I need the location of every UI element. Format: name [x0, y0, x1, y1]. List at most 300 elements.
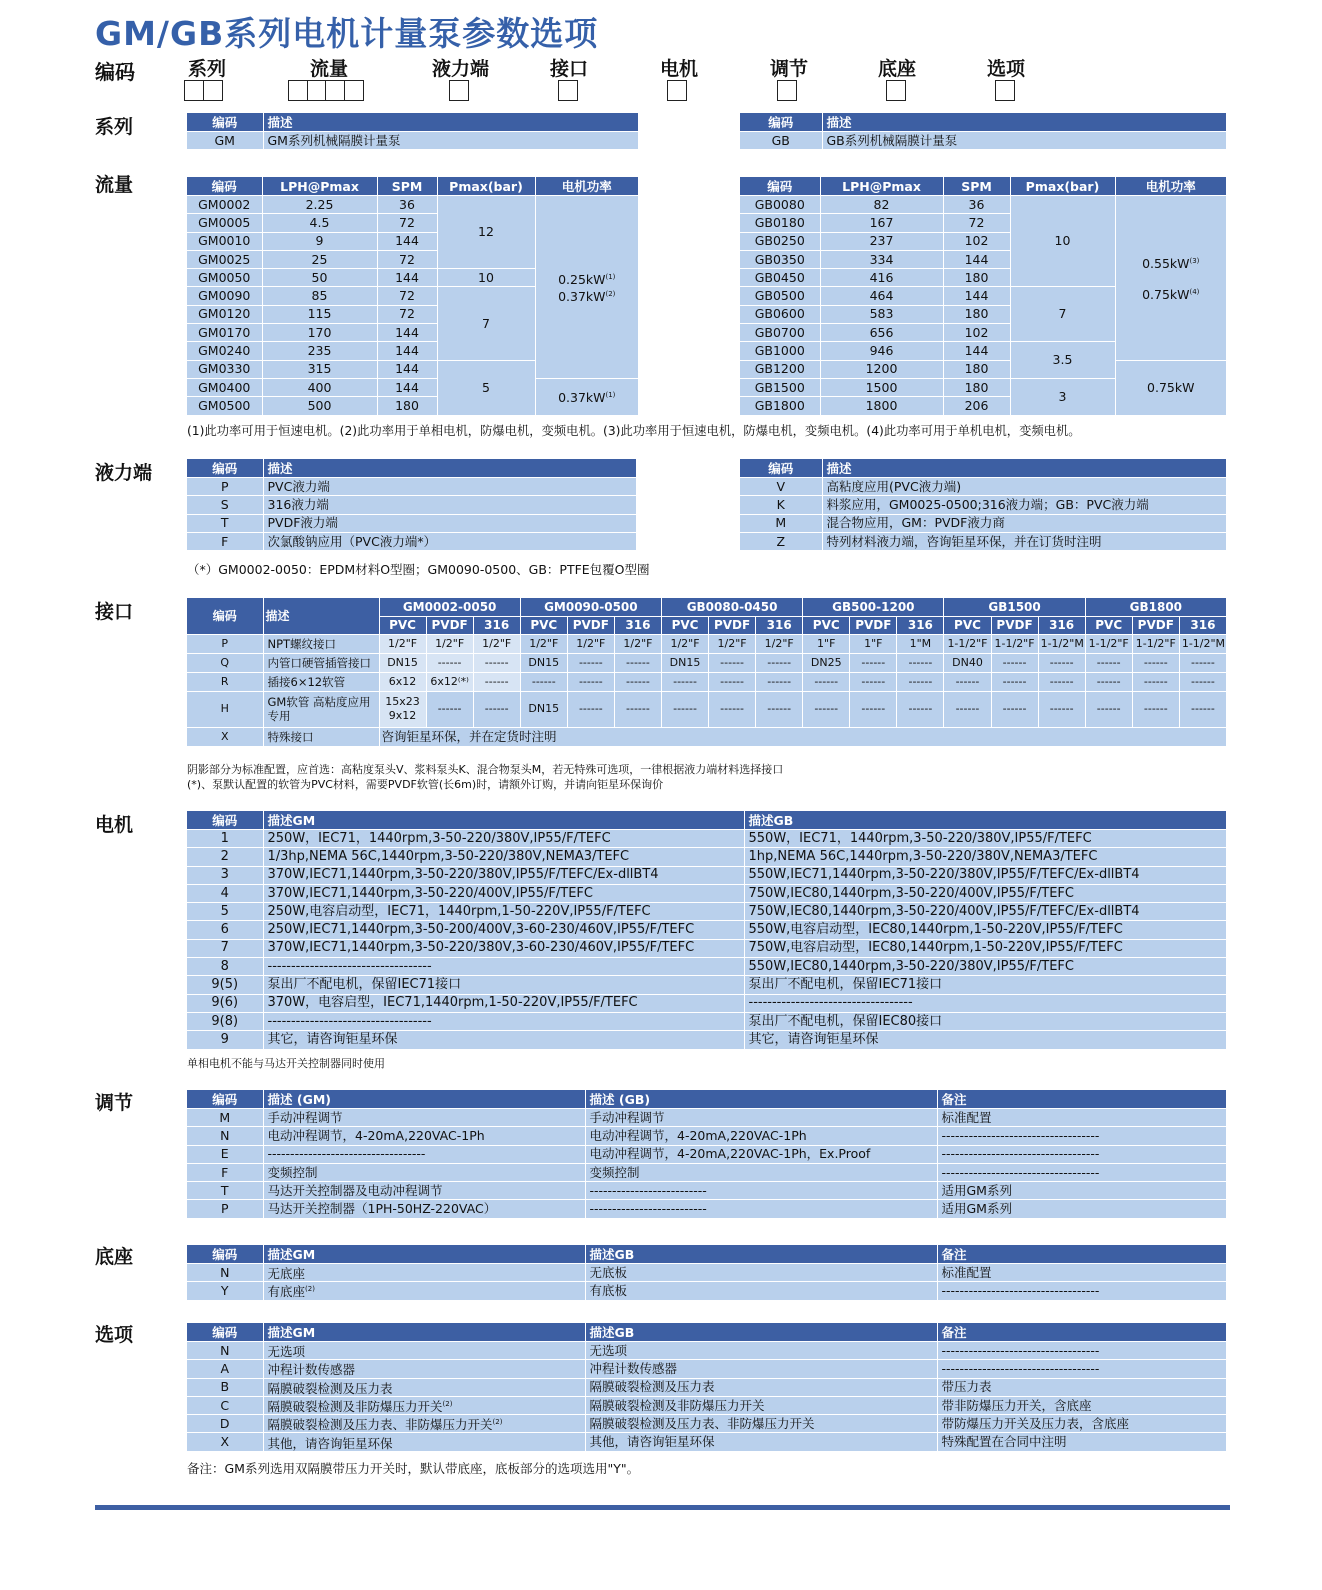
col-header: 电机功率: [1115, 177, 1227, 196]
code-box-base: [886, 80, 905, 101]
cell: GM0025: [187, 250, 262, 268]
cell: ------: [803, 691, 850, 727]
table-row: [187, 196, 639, 214]
cell: 237: [820, 232, 943, 250]
cell: 特列材料液力端，咨询钜星环保，并在订货时注明: [822, 532, 1227, 550]
cell: 1/2"F: [473, 634, 520, 653]
cell: GM系列机械隔膜计量泵: [263, 132, 639, 150]
table-row: [187, 532, 637, 550]
cell: ------: [1085, 691, 1132, 727]
table-header-row: [187, 113, 639, 132]
cell: [263, 1360, 585, 1378]
cell: ------: [709, 672, 756, 691]
col-header: 描述GB: [585, 1245, 937, 1264]
cell: K: [740, 496, 822, 514]
table-row: [187, 958, 1227, 976]
cell: GB1800: [740, 397, 820, 415]
cell: GM: [187, 132, 263, 150]
table-row: [187, 1360, 1227, 1378]
material-header: PVDF: [991, 616, 1038, 634]
cell: GM0500: [187, 397, 262, 415]
col-header: LPH@Pmax: [820, 177, 943, 196]
col-header: 编码: [187, 1090, 263, 1109]
cell: 1/3hp,NEMA 56C,1440rpm,3-50-220/380V,NEMA3/TEFC: [263, 848, 744, 866]
group-header: GB1500: [944, 598, 1085, 616]
col-header: SPM: [943, 177, 1010, 196]
cell: [263, 1264, 585, 1282]
material-header: PVC: [661, 616, 708, 634]
cell: 144: [377, 324, 437, 342]
cell: 1-1/2"M: [1038, 634, 1085, 653]
cell: 500: [262, 397, 377, 415]
code-label-base: 底座: [878, 58, 917, 80]
table-row: [187, 496, 637, 514]
table-row: [187, 727, 1227, 746]
cell: ------: [850, 691, 897, 727]
cell: ------: [897, 691, 944, 727]
cell: GM0010: [187, 232, 262, 250]
power-cell: $0.37kW^{(1)}$: [535, 378, 639, 415]
cell: 370W,IEC71,1440rpm,3-50-220/380V,3-60-230/460V,IP55/F/TEFC: [263, 939, 744, 957]
table-row: [187, 1378, 1227, 1396]
col-header: 描述: [263, 459, 637, 478]
cell: ------: [897, 653, 944, 672]
cell: P: [187, 1200, 263, 1218]
cell: 180: [377, 397, 437, 415]
cell: ------: [991, 653, 1038, 672]
cell: 2.25: [262, 196, 377, 214]
cell: 6x12⁽*⁾: [426, 672, 473, 691]
series-table-gm: [187, 113, 639, 150]
cell: -----------------------------------: [263, 958, 744, 976]
cell: 1/2"F: [567, 634, 614, 653]
cell: 手动冲程调节: [263, 1109, 585, 1127]
base-table: [187, 1245, 1227, 1301]
cell: GB0080: [740, 196, 820, 214]
cell: ------: [803, 672, 850, 691]
cell: [263, 1342, 585, 1360]
cell: ------: [473, 672, 520, 691]
cell: 电动冲程调节，4-20mA,220VAC-1Ph，Ex.Proof: [585, 1145, 937, 1163]
cell: 混合物应用，GM：PVDF液力商: [822, 514, 1227, 532]
cell: 72: [377, 214, 437, 232]
col-header: 描述GB: [744, 811, 1227, 830]
code-row: [95, 50, 1235, 105]
cell: 550W,IEC80,1440rpm,3-50-220/380V,IP55/F/TEFC: [744, 958, 1227, 976]
cell: 1/2"F: [614, 634, 661, 653]
cell: 其它，请咨询钜星环保: [744, 1031, 1227, 1049]
material-header: PVC: [944, 616, 991, 634]
cell: GB0450: [740, 269, 820, 287]
cell: 有底板: [585, 1282, 937, 1300]
cell: 7: [187, 939, 263, 957]
table-row: [187, 1031, 1227, 1049]
material-header: 316: [473, 616, 520, 634]
cell: ------: [756, 691, 803, 727]
pmax-cell: 7: [1010, 287, 1115, 342]
cell: 316液力端: [263, 496, 637, 514]
table-row: [187, 1264, 1227, 1282]
cell: 180: [943, 378, 1010, 396]
cell: ------: [850, 653, 897, 672]
col-header: 描述 (GM): [263, 1090, 585, 1109]
pmax-cell: 3: [1010, 378, 1115, 415]
cell: 144: [377, 232, 437, 250]
cell: 泵出厂不配电机，保留IEC71接口: [744, 976, 1227, 994]
table-row: [187, 994, 1227, 1012]
cell: 102: [943, 232, 1010, 250]
table-header-row: [740, 177, 1227, 196]
material-header: PVC: [379, 616, 426, 634]
code-label-adjust: 调节: [770, 58, 809, 80]
cell: 马达开关控制器（1PH-50HZ-220VAC）: [263, 1200, 585, 1218]
col-header: Pmax(bar): [1010, 177, 1115, 196]
cell: 750W,IEC80,1440rpm,3-50-220/400V,IP55/F/TEFC: [744, 884, 1227, 902]
table-header-row: [187, 1323, 1227, 1342]
col-header: 编码: [187, 1245, 263, 1264]
cell: 250W,IEC71,1440rpm,3-50-200/400V,3-60-230/460V,IP55/F/TEFC: [263, 921, 744, 939]
code-label-motor: 电机: [660, 58, 699, 80]
cell: -----------------------------------: [937, 1360, 1227, 1378]
cell: ------: [1132, 691, 1179, 727]
col-header: 描述GM: [263, 1245, 585, 1264]
table-header-row: [187, 598, 1227, 616]
cell: 1/2"F: [756, 634, 803, 653]
cell-text: 隔膜破裂检测及压力表、非防爆压力开关: [267, 1417, 493, 1433]
table-row: [187, 1012, 1227, 1030]
cell: -----------------------------------: [937, 1163, 1227, 1181]
cell: GB0250: [740, 232, 820, 250]
code-box-motor: [667, 80, 686, 101]
cell: GM软管 高粘度应用专用: [263, 691, 379, 727]
cell: 750W,电容启动型，IEC80,1440rpm,1-50-220V,IP55/F/TEFC: [744, 939, 1227, 957]
cell: GB0350: [740, 250, 820, 268]
cell: 144: [943, 287, 1010, 305]
cell: ------: [944, 691, 991, 727]
col-header: 编码: [187, 598, 263, 634]
group-header: GM0090-0500: [520, 598, 661, 616]
cell: 4.5: [262, 214, 377, 232]
cell: 1-1/2"F: [991, 634, 1038, 653]
col-header: 描述 (GB): [585, 1090, 937, 1109]
cell: 适用GM系列: [937, 1200, 1227, 1218]
cell: T: [187, 1182, 263, 1200]
table-header-row: [740, 113, 1227, 132]
cell: ------: [1085, 672, 1132, 691]
cell: ------: [614, 653, 661, 672]
cell: 946: [820, 342, 943, 360]
material-header: PVC: [803, 616, 850, 634]
cell: 1/2"F: [426, 634, 473, 653]
cell-text: 其他，请咨询钜星环保: [267, 1435, 393, 1451]
cell: ------: [1179, 691, 1226, 727]
cell: 416: [820, 269, 943, 287]
cell: -----------------------------------: [937, 1282, 1227, 1300]
cell: 带防爆压力开关及压力表，含底座: [937, 1415, 1227, 1433]
section-label-base: 底座: [95, 1246, 134, 1268]
option-table: [187, 1323, 1227, 1452]
code-label-hydraulic: 液力端: [432, 58, 490, 80]
material-header: PVC: [520, 616, 567, 634]
cell: 115: [262, 305, 377, 323]
cell: N: [187, 1127, 263, 1145]
code-label-flow: 流量: [310, 58, 349, 80]
cell: --------------------------: [585, 1182, 937, 1200]
cell: ------: [709, 691, 756, 727]
cell: 次氯酸钠应用（PVC液力端*）: [263, 532, 637, 550]
cell: -----------------------------------: [744, 994, 1227, 1012]
col-header: LPH@Pmax: [262, 177, 377, 196]
cell: V: [740, 478, 822, 496]
cell: 1-1/2"F: [944, 634, 991, 653]
cell: C: [187, 1396, 263, 1414]
cell: 36: [377, 196, 437, 214]
cell: 315: [262, 360, 377, 378]
cell: ------: [473, 653, 520, 672]
cell: [263, 1433, 585, 1451]
section-label-port: 接口: [95, 601, 134, 623]
cell: 550W，IEC71，1440rpm,3-50-220/380V,IP55/F/TEFC: [744, 830, 1227, 848]
cell: ------: [709, 653, 756, 672]
cell: 180: [943, 269, 1010, 287]
cell: D: [187, 1415, 263, 1433]
col-header: 编码: [740, 177, 820, 196]
table-row: [187, 691, 1227, 727]
cell: F: [187, 532, 263, 550]
cell: 电动冲程调节，4-20mA,220VAC-1Ph: [263, 1127, 585, 1145]
footnote-mark: (2): [492, 1418, 503, 1427]
cell: 1800: [820, 397, 943, 415]
table-row: [187, 672, 1227, 691]
hydraulic-table-right: [740, 459, 1227, 551]
cell: 高粘度应用(PVC液力端): [822, 478, 1227, 496]
cell: ------: [1132, 653, 1179, 672]
cell: ------: [426, 691, 473, 727]
cell: ------: [1038, 672, 1085, 691]
cell: GM0050: [187, 269, 262, 287]
power-cell: $0.55kW^{(3)}$ $0.75kW^{(4)}$: [1115, 196, 1227, 361]
cell: 特殊接口: [263, 727, 379, 746]
cell: H: [187, 691, 263, 727]
cell: P: [187, 478, 263, 496]
cell: P: [187, 634, 263, 653]
table-header-row: [187, 177, 639, 196]
cell: N: [187, 1342, 263, 1360]
cell: 180: [943, 360, 1010, 378]
table-row: [187, 378, 639, 396]
cell: 1/2"F: [709, 634, 756, 653]
cell: PVC液力端: [263, 478, 637, 496]
table-row: [187, 1396, 1227, 1414]
material-header: PVDF: [567, 616, 614, 634]
cell: 插接6×12软管: [263, 672, 379, 691]
cell: B: [187, 1378, 263, 1396]
cell: -----------------------------------: [263, 1145, 585, 1163]
col-header: 描述: [263, 598, 379, 634]
section-label-flow: 流量: [95, 174, 134, 196]
cell: 72: [377, 250, 437, 268]
footnote-mark: (2): [305, 1285, 315, 1294]
cell: A: [187, 1360, 263, 1378]
material-header: PVC: [1085, 616, 1132, 634]
cell: Y: [187, 1282, 263, 1300]
cell: GM0120: [187, 305, 262, 323]
group-header: GB1800: [1085, 598, 1226, 616]
cell: 167: [820, 214, 943, 232]
col-header: 编码: [740, 459, 822, 478]
cell: DN15: [661, 653, 708, 672]
table-row: [740, 132, 1227, 150]
cell: GM0002: [187, 196, 262, 214]
code-box-hydraulic: [449, 80, 468, 101]
cell: 冲程计数传感器: [585, 1360, 937, 1378]
cell: 9: [187, 1031, 263, 1049]
cell: GB系列机械隔膜计量泵: [822, 132, 1227, 150]
cell: 1/2"F: [379, 634, 426, 653]
cell: GM0240: [187, 342, 262, 360]
cell: S: [187, 496, 263, 514]
table-row: [187, 653, 1227, 672]
table-row: [187, 132, 639, 150]
cell: 手动冲程调节: [585, 1109, 937, 1127]
cell: 1"F: [803, 634, 850, 653]
cell: 马达开关控制器及电动冲程调节: [263, 1182, 585, 1200]
col-header: 描述GB: [585, 1323, 937, 1342]
cell: ------: [661, 691, 708, 727]
cell: 180: [943, 305, 1010, 323]
cell: GB0600: [740, 305, 820, 323]
group-header: GM0002-0050: [379, 598, 520, 616]
cell: 144: [377, 378, 437, 396]
pmax-cell: 10: [437, 269, 535, 287]
code-box-adjust: [777, 80, 796, 101]
cell: 235: [262, 342, 377, 360]
table-row: [187, 1127, 1227, 1145]
cell: ------: [850, 672, 897, 691]
material-header: 316: [1179, 616, 1226, 634]
cell: 144: [377, 269, 437, 287]
cell: 36: [943, 196, 1010, 214]
cell: 1"F: [850, 634, 897, 653]
flow-note: (1)此功率可用于恒速电机。(2)此功率用于单相电机，防爆电机，变频电机。(3)此功率用于恒速电机，防爆电机，变频电机。(4)此功率可用于单机电机，变频电机。: [187, 424, 1081, 438]
cell: 变频控制: [263, 1163, 585, 1181]
cell: 5: [187, 903, 263, 921]
adjust-table: [187, 1090, 1227, 1219]
cell: 102: [943, 324, 1010, 342]
cell: X: [187, 1433, 263, 1451]
group-header: GB0080-0450: [661, 598, 802, 616]
col-header: 编码: [187, 811, 263, 830]
cell: ------: [756, 653, 803, 672]
cell: 电动冲程调节，4-20mA,220VAC-1Ph: [585, 1127, 937, 1145]
cell: ------: [1038, 691, 1085, 727]
cell: 1-1/2"M: [1179, 634, 1226, 653]
table-row: [187, 1109, 1227, 1127]
cell: PVDF液力端: [263, 514, 637, 532]
cell: ------: [1179, 653, 1226, 672]
cell: X: [187, 727, 263, 746]
cell: 其它，请咨询钜星环保: [263, 1031, 744, 1049]
table-row: [187, 1200, 1227, 1218]
cell: 带非防爆压力开关，含底座: [937, 1396, 1227, 1414]
cell: GB1200: [740, 360, 820, 378]
code-label-series: 系列: [188, 58, 227, 80]
cell: T: [187, 514, 263, 532]
cell: 9: [262, 232, 377, 250]
table-header-row: [187, 1245, 1227, 1264]
table-row: [187, 976, 1227, 994]
material-header: PVDF: [1132, 616, 1179, 634]
power-cell: 0.75kW: [1115, 360, 1227, 415]
table-row: [187, 1282, 1227, 1300]
table-header-row: [740, 459, 1227, 478]
cell: 550W,IEC71,1440rpm,3-50-220/380V,IP55/F/TEFC/Ex-dllBT4: [744, 866, 1227, 884]
cell: GB: [740, 132, 822, 150]
cell-text: 隔膜破裂检测及压力表: [267, 1380, 393, 1396]
code-box-option: [995, 80, 1014, 101]
cell: ------: [661, 672, 708, 691]
cell: N: [187, 1264, 263, 1282]
port-note-1: 阴影部分为标准配置，应首选：高粘度泵头V、浆料泵头K、混合物泵头M，若无特殊可选项，一律根据液力端材料选择接口: [187, 763, 784, 776]
material-header: 316: [756, 616, 803, 634]
table-row: [187, 921, 1227, 939]
cell: 144: [943, 250, 1010, 268]
code-row-label: 编码: [95, 60, 135, 84]
material-header: PVDF: [850, 616, 897, 634]
cell: 1/2"F: [520, 634, 567, 653]
table-row: [740, 514, 1227, 532]
cell: DN40: [944, 653, 991, 672]
cell: 144: [377, 360, 437, 378]
col-header: SPM: [377, 177, 437, 196]
cell-text: 无选项: [267, 1344, 306, 1360]
cell-text: 无底座: [267, 1266, 306, 1282]
col-header: 编码: [187, 1323, 263, 1342]
table-header-row: [187, 811, 1227, 830]
cell: 料浆应用，GM0025-0500;316液力端；GB：PVC液力端: [822, 496, 1227, 514]
col-header: 电机功率: [535, 177, 639, 196]
cell: [263, 1378, 585, 1396]
table-row: [187, 884, 1227, 902]
pmax-cell: 5: [437, 360, 535, 415]
cell: 400: [262, 378, 377, 396]
cell: R: [187, 672, 263, 691]
cell: 750W,IEC80,1440rpm,3-50-220/400V,IP55/F/TEFC/Ex-dllBT4: [744, 903, 1227, 921]
cell-text: 冲程计数传感器: [267, 1362, 356, 1378]
cell: 内管口硬管插管接口: [263, 653, 379, 672]
cell: 583: [820, 305, 943, 323]
col-header: 编码: [187, 177, 262, 196]
cell: ------: [756, 672, 803, 691]
code-box-port: [558, 80, 577, 101]
cell: 1/2"F: [661, 634, 708, 653]
table-row: [187, 634, 1227, 653]
cell: 3: [187, 866, 263, 884]
col-header: 描述: [263, 113, 639, 132]
power-cell: $0.25kW^{(1)}$ $0.37kW^{(2)}$: [535, 196, 639, 379]
cell: 1-1/2"F: [1085, 634, 1132, 653]
bottom-divider: [95, 1505, 1230, 1510]
cell: GM0005: [187, 214, 262, 232]
table-header-row: [187, 459, 637, 478]
cell: 334: [820, 250, 943, 268]
cell: ------: [567, 672, 614, 691]
cell: ------: [991, 672, 1038, 691]
col-header: Pmax(bar): [437, 177, 535, 196]
col-header: 编码: [740, 113, 822, 132]
cell: 1"M: [897, 634, 944, 653]
port-table: [187, 598, 1227, 747]
